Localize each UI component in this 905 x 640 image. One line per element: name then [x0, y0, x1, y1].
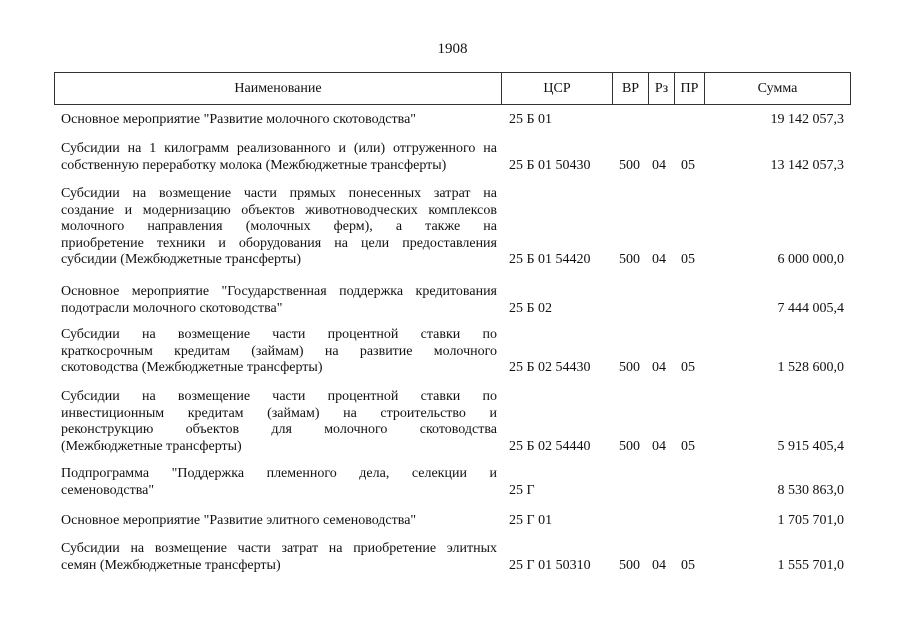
header-sum: Сумма — [757, 81, 798, 96]
row-csr: 25 Б 01 — [509, 112, 553, 127]
row-name — [61, 186, 497, 269]
row-vr: 500 — [619, 438, 640, 454]
row-sum: 1 705 701,0 — [777, 513, 844, 528]
row-name — [61, 141, 497, 174]
row-sum: 6 000 000,0 — [777, 252, 844, 268]
row-name-line: Основное мероприятие "Развитие молочного скотоводства" — [61, 112, 416, 127]
row-name-line: приобретение техники и оборудования на цели предоставления — [61, 235, 497, 251]
row-csr: 25 Г 01 — [509, 513, 553, 528]
row-name — [61, 541, 497, 574]
row-sum: 8 530 863,0 — [777, 482, 844, 498]
row-name-line: Субсидии на возмещение части прямых понесенных затрат на — [61, 186, 497, 201]
row-sum: 7 444 005,4 — [777, 300, 844, 316]
row-vr: 500 — [619, 252, 640, 268]
row-vr: 500 — [619, 360, 640, 376]
row-sum: 1 528 600,0 — [777, 360, 844, 376]
row-name-line: Субсидии на возмещение части процентной ставки по — [61, 327, 497, 342]
row-csr: 25 Б 02 54430 — [509, 360, 591, 376]
row-name-line: субсидии (Межбюджетные трансферты) — [61, 252, 302, 268]
row-name — [61, 112, 497, 129]
header-pr: ПР — [680, 81, 699, 96]
row-name-line: (Межбюджетные трансферты) — [61, 438, 242, 454]
row-sum: 13 142 057,3 — [770, 157, 844, 173]
row-name-line: Субсидии на возмещение части затрат на приобретение элитных — [61, 541, 497, 556]
header-name: Наименование — [234, 81, 322, 96]
row-csr: 25 Б 01 50430 — [509, 157, 591, 173]
row-name — [61, 327, 497, 377]
row-name-line: Основное мероприятие "Развитие элитного семеноводства" — [61, 513, 417, 528]
row-name — [61, 513, 497, 530]
row-csr: 25 Б 01 54420 — [509, 252, 591, 268]
row-rz: 04 — [652, 252, 666, 268]
row-name-line: реконструкцию объектов для молочного скотоводства — [61, 422, 497, 438]
row-rz: 04 — [652, 157, 666, 173]
row-vr: 500 — [619, 157, 640, 173]
row-name-line: инвестиционным кредитам (займам) на строительство и — [61, 405, 497, 421]
row-pr: 05 — [681, 360, 695, 376]
header-csr: ЦСР — [543, 81, 571, 96]
header-rz: Рз — [654, 81, 669, 96]
row-name-line: Подпрограмма "Поддержка племенного дела, селекции и — [61, 466, 497, 481]
row-csr: 25 Б 02 54440 — [509, 438, 591, 454]
row-csr: 25 Б 02 — [509, 300, 553, 316]
row-name — [61, 389, 497, 455]
row-pr: 05 — [681, 252, 695, 268]
header-vr: ВР — [621, 81, 640, 96]
row-name-line: Субсидии на 1 килограмм реализованного и (или) отгруженного на — [61, 141, 497, 156]
row-vr: 500 — [619, 557, 640, 573]
row-name-line: краткосрочным кредитам (займам) на развитие молочного — [61, 343, 497, 359]
row-name-line: Субсидии на возмещение части процентной ставки по — [61, 389, 497, 404]
row-name — [61, 284, 497, 317]
row-rz: 04 — [652, 438, 666, 454]
row-sum: 5 915 405,4 — [777, 438, 844, 454]
row-rz: 04 — [652, 557, 666, 573]
table-header — [54, 72, 851, 105]
row-name-line: Основное мероприятие "Государственная поддержка кредитования — [61, 284, 497, 299]
row-name-line: собственную переработку молока (Межбюджетные трансферты) — [61, 157, 447, 173]
row-sum: 19 142 057,3 — [770, 112, 844, 127]
row-pr: 05 — [681, 438, 695, 454]
row-name-line: молочного направления (молочных ферм), а также на — [61, 219, 497, 235]
row-name-line: семеноводства" — [61, 482, 155, 498]
row-name-line: создание и модернизацию объектов животноводческих комплексов — [61, 202, 497, 218]
page-number: 1908 — [437, 41, 468, 57]
row-name-line: скотоводства (Межбюджетные трансферты) — [61, 360, 323, 376]
row-name-line: семян (Межбюджетные трансферты) — [61, 557, 281, 573]
row-pr: 05 — [681, 557, 695, 573]
row-csr: 25 Г — [509, 482, 535, 498]
row-sum: 1 555 701,0 — [777, 557, 844, 573]
row-csr: 25 Г 01 50310 — [509, 557, 591, 573]
row-name — [61, 466, 497, 499]
row-rz: 04 — [652, 360, 666, 376]
row-name-line: подотрасли молочного скотоводства" — [61, 300, 283, 316]
row-pr: 05 — [681, 157, 695, 173]
